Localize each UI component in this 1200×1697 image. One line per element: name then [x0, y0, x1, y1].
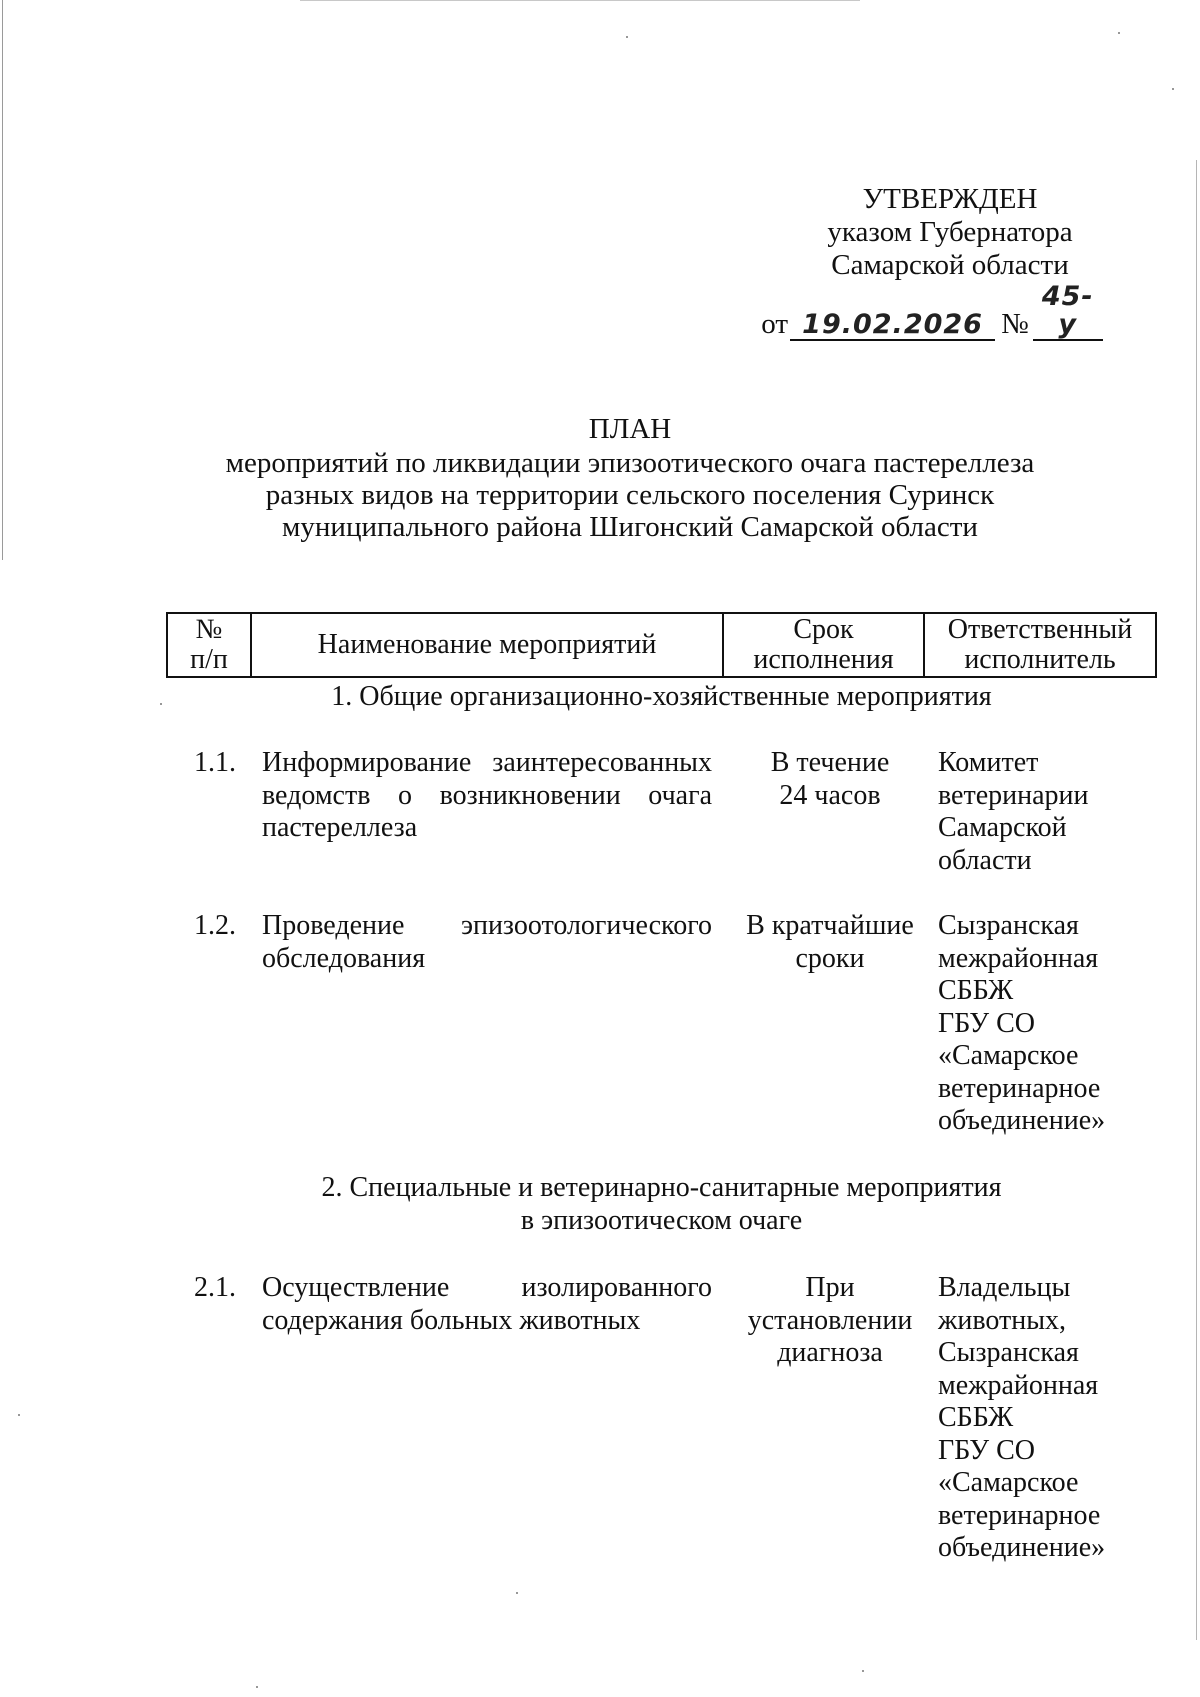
- section-title-line: 2. Специальные и ветеринарно-санитарные мероприятия: [321, 1172, 1002, 1203]
- row-name-line: обследования: [262, 942, 426, 974]
- date-prefix: от: [761, 308, 789, 340]
- approval-date-line: [722, 283, 1142, 341]
- section-heading: [166, 1171, 1157, 1237]
- row-term-line: установлении: [747, 1304, 913, 1336]
- row-term: [732, 1272, 928, 1370]
- row-name-line: содержания больных животных: [262, 1304, 641, 1336]
- row-resp-line: ГБУ СО: [938, 1007, 1036, 1039]
- row-name-line: ведомств о возникновении очага: [262, 779, 712, 811]
- document-title: [160, 413, 1100, 543]
- header-term-line: Срок: [793, 614, 854, 645]
- row-resp-line: СББЖ: [938, 1402, 1014, 1433]
- approval-decree: указом Губернатора: [827, 216, 1073, 248]
- title-subline: разных видов на территории сельского поселения Суринск: [265, 479, 995, 511]
- row-name: [262, 910, 712, 975]
- title-subline: муниципального района Шигонский Самарской области: [282, 511, 978, 543]
- row-number: 1.1.: [194, 747, 236, 778]
- row-name-line: Информирование заинтересованных: [262, 747, 712, 778]
- header-term: [724, 614, 925, 676]
- table-header: [166, 612, 1157, 678]
- scan-speck: [256, 1686, 258, 1688]
- row-resp-line: межрайонная: [938, 1369, 1099, 1401]
- row-resp-line: Владельцы: [938, 1272, 1071, 1303]
- row-term-line: В течение: [770, 747, 890, 778]
- header-num: [168, 614, 252, 676]
- row-resp-line: животных,: [938, 1304, 1067, 1336]
- scan-edge-left: [2, 0, 3, 560]
- row-responsible: [938, 747, 1163, 877]
- row-resp-line: СББЖ: [938, 975, 1014, 1006]
- header-resp-line: исполнитель: [964, 644, 1116, 675]
- row-name-line: Осуществление изолированного: [262, 1272, 712, 1303]
- row-number: 1.2.: [194, 910, 236, 941]
- row-term-line: В кратчайшие: [746, 910, 914, 941]
- row-resp-line: ветеринарное: [938, 1499, 1101, 1531]
- header-num-line: п/п: [190, 644, 228, 675]
- row-resp-line: Сызранская: [938, 910, 1079, 941]
- scan-speck: [1118, 32, 1120, 34]
- row-number: 2.1.: [194, 1272, 236, 1303]
- section-heading: [166, 680, 1157, 713]
- handwritten-date: 19.02.2026: [790, 311, 995, 341]
- scan-speck: [160, 703, 162, 705]
- row-resp-line: объединение»: [938, 1105, 1106, 1136]
- row-name: [262, 747, 712, 845]
- approval-status: УТВЕРЖДЕН: [862, 183, 1038, 215]
- row-resp-line: межрайонная: [938, 942, 1099, 974]
- header-responsible: [925, 614, 1155, 676]
- scan-edge-top: [300, 0, 860, 1]
- row-resp-line: Комитет: [938, 747, 1039, 778]
- row-resp-line: «Самарское: [938, 1467, 1079, 1498]
- number-prefix: №: [1001, 308, 1029, 340]
- row-resp-line: Сызранская: [938, 1337, 1079, 1368]
- row-resp-line: «Самарское: [938, 1040, 1079, 1071]
- header-name-label: Наименование мероприятий: [317, 629, 657, 660]
- row-term-line: сроки: [795, 942, 865, 974]
- row-term-line: диагноза: [777, 1337, 883, 1368]
- row-responsible: [938, 1272, 1163, 1565]
- header-term-line: исполнения: [753, 644, 894, 675]
- row-resp-line: Самарской: [938, 812, 1067, 843]
- row-name-line: пастереллеза: [262, 812, 418, 843]
- title-subline: мероприятий по ликвидации эпизоотического очага пастереллеза: [225, 447, 1035, 479]
- title-heading: ПЛАН: [588, 413, 672, 445]
- row-name: [262, 1272, 712, 1337]
- section-title-line: в эпизоотическом очаге: [520, 1205, 803, 1236]
- header-resp-line: Ответственный: [947, 614, 1133, 645]
- scan-edge-right: [1196, 160, 1197, 1640]
- section-title-line: 1. Общие организационно-хозяйственные мероприятия: [331, 681, 992, 712]
- scan-speck: [862, 1670, 864, 1672]
- row-resp-line: ветеринарии: [938, 779, 1089, 811]
- approval-block: [740, 183, 1160, 341]
- scan-speck: [516, 1592, 518, 1594]
- row-responsible: [938, 910, 1163, 1138]
- row-resp-line: объединение»: [938, 1532, 1106, 1563]
- header-name: [252, 614, 724, 676]
- scan-speck: [626, 36, 628, 38]
- row-term-line: 24 часов: [779, 779, 881, 811]
- row-name-line: Проведение эпизоотологического: [262, 910, 712, 941]
- row-term: [732, 747, 928, 812]
- row-term: [732, 910, 928, 975]
- row-resp-line: ГБУ СО: [938, 1434, 1036, 1466]
- handwritten-number: 45-у: [1033, 283, 1103, 341]
- scan-speck: [1172, 88, 1174, 90]
- header-num-line: №: [195, 614, 223, 645]
- row-resp-line: области: [938, 844, 1032, 876]
- row-term-line: При: [805, 1272, 855, 1303]
- scan-speck: [18, 1414, 20, 1416]
- approval-region: Самарской области: [831, 249, 1069, 281]
- row-resp-line: ветеринарное: [938, 1072, 1101, 1104]
